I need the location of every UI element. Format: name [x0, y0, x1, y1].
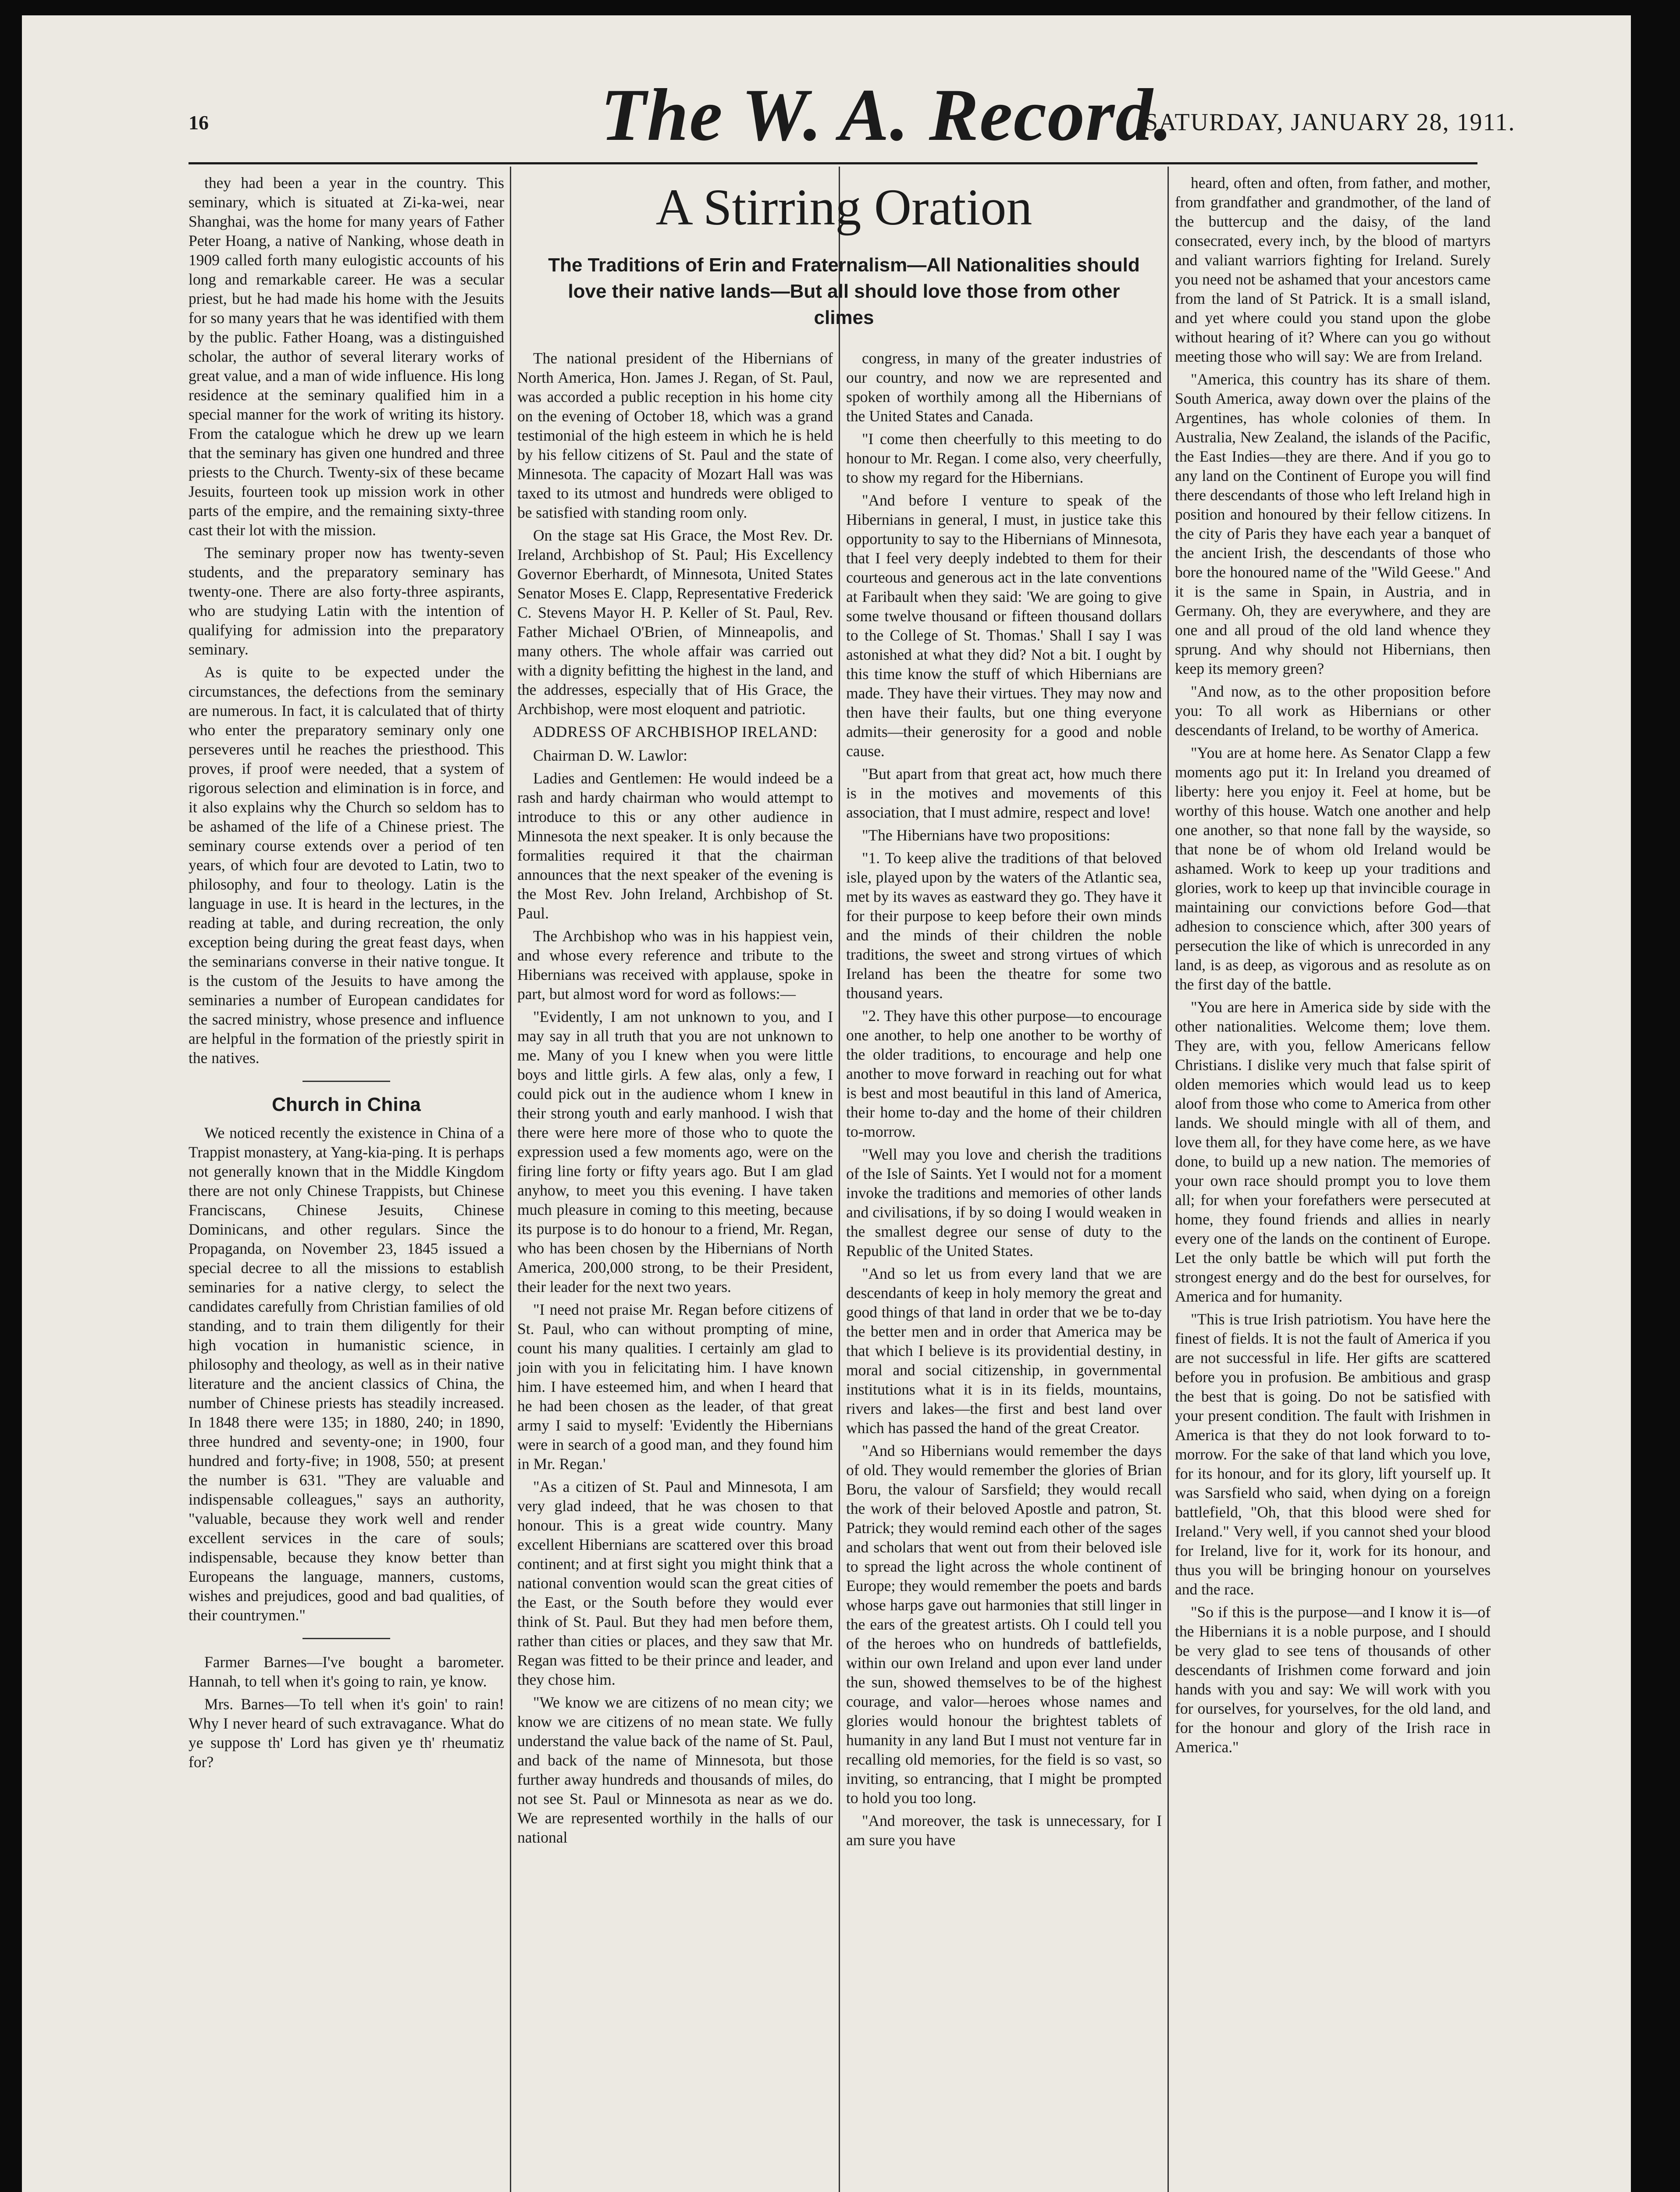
paragraph: "Evidently, I am not unknown to you, and I may say in all truth that you are not unknown to me. Many of you I knew when you were little boys and little girls. A few alas, only a few, I could pick out in the audience whom I knew in their strong youth and early manhood. I wish that there were here more of those who to quote the expression used a few moments ago, were on the firing line forty or fifty years ago. But I am glad anyhow, to meet you this evening. I have taken much pleasure in coming to this meeting, because its purpose is to do honour to a friend, Mr. Regan, who has been chosen by the Hibernians of North America, 200,000 strong, to be their President, their leader for the next two years.	[517, 1008, 833, 1295]
column-3	[846, 349, 1162, 1853]
newspaper-page	[22, 15, 1631, 2192]
paragraph: Ladies and Gentlemen: He would indeed be a rash and hardy chairman who would attempt to introduce to this or any other audience in Minnesota the next speaker. It is only because the formalities required it that the chairman announces that the next speaker of the evening is the Most Rev. John Ireland, Archbishop of St. Paul.	[517, 769, 833, 922]
paragraph: "And so Hibernians would remember the days of old. They would remember the glories of Brian Boru, the valour of Sarsfield; they would recall the work of their beloved Apostle and patron, St. Patrick; they would remind each other of the sages and scholars that went out from their beloved isle to spread the light across the whole continent of Europe; they would remember the poets and bards whose harps gave out harmonies that still linger in the ears of the greatest artists. Oh I could tell you of the heroes who on hundreds of battlefields, within our own Ireland and upon ever land under the sun, showed themselves to be of the highest courage, and valor—heroes whose names and glories would honour the brightest tablets of humanity in any land But I must not venture far in recalling old memories, for the field is so vast, so inviting, so entrancing, that I might be prompted to hold you too long.	[846, 1442, 1162, 1807]
paragraph: "But apart from that great act, how much there is in the motives and movements of this association, that I must admire, respect and love!	[846, 765, 1162, 821]
paragraph: "We know we are citizens of no mean city; we know we are citizens of no mean state. We fully understand the value back of the name of St. Paul, and back of the name of Minnesota, but those further away hundreds and thousands of miles, do not see St. Paul or Minnesota as near as we do. We are represented worthily in the halls of our national	[517, 1694, 833, 1846]
paragraph: "Well may you love and cherish the traditions of the Isle of Saints. Yet I would not for a moment invoke the traditions and memories of other lands and civilisations, if by so doing I would weaken in the smallest degree our sense of duty to the Republic of the United States.	[846, 1146, 1162, 1260]
paragraph: "I come then cheerfully to this meeting to do honour to Mr. Regan. I come also, very cheerfully, to show my regard for the Hibernians.	[846, 430, 1162, 486]
page-header	[22, 15, 1631, 173]
paragraph: congress, in many of the greater industries of our country, and now we are represented and spoken of worthily among all the Hibernians of the United States and Canada.	[846, 349, 1162, 425]
paragraph: The seminary proper now has twenty-seven students, and the preparatory seminary has twenty-one. There are also forty-three aspirants, who are studying Latin with the intention of qualifying for admission into the preparatory seminary.	[189, 544, 504, 658]
paragraph: "And before I venture to speak of the Hibernians in general, I must, in justice take this opportunity to say to the Hibernians of Minnesota, that I feel very deeply indebted to them for their courteous and generous act in the late conventions at Faribault when they said: 'We are going to give some twelve thousand or fifteen thousand dollars to the College of St. Thomas.' Shall I say I was astonished at what they did? Not a bit. I ought by this time know the stuff of which Hibernians are made. They have their virtues. They may now and then have their faults, but one thing everyone admits—their generosity for a good and noble cause.	[846, 491, 1162, 760]
paragraph: On the stage sat His Grace, the Most Rev. Dr. Ireland, Archbishop of St. Paul; His Excellency Governor Eberhardt, of Minnesota, United States Senator Moses E. Clapp, Representative Frederick C. Stevens Mayor H. P. Keller of St. Paul, Rev. Father Michael O'Brien, of Minneapolis, and many others. The whole affair was carried out with a dignity befitting the highest in the land, and the addresses, especially that of His Grace, the Archbishop, were most eloquent and patriotic.	[517, 527, 833, 718]
column-divider	[839, 167, 840, 2192]
paragraph: they had been a year in the country. This seminary, which is situated at Zi-ka-wei, near Shanghai, was the home for many years of Father Peter Hoang, a native of Nanking, whose death in 1909 called forth many eulogistic accounts of his long and remarkable career. He was a secular priest, but he had made his home with the Jesuits for so many years that he was identified with them by the public. Father Hoang, was a distinguished scholar, the author of several literary works of great value, and a man of wide influence. His long residence at the seminary qualified him in a special manner for the work of writing its history. From the catalogue which he drew up we learn that the seminary has given one hundred and three priests to the Church. Twenty-six of these became Jesuits, fourteen took up mission work in other parts of the empire, and the remaining sixty-three cast their lot with the mission.	[189, 174, 504, 539]
masthead: The W. A. Record.	[601, 74, 1173, 156]
section-rule	[303, 1081, 390, 1082]
paragraph: heard, often and often, from father, and mother, from grandfather and grandmother, of the land of the buttercup and the daisy, of the land consecrated, every inch, by the blood of martyrs and valiant warriors fighting for Ireland. Surely you need not be ashamed that your ancestors came from the land of St Patrick. It is a small island, and yet where could you stand upon the globe without hearing of it? Where can you go without meeting those who will say: We are from Ireland.	[1175, 174, 1491, 365]
paragraph: "And so let us from every land that we are descendants of keep in holy memory the great and good things of that land in order that we be to-day the better men and in order that America may be that which I believe is its providential destiny, in moral and social citizenship, in governmental institutions what it is in its fields, mountains, rivers and lakes—the first and best land over which has passed the hand of the great Creator.	[846, 1265, 1162, 1437]
page-number: 16	[189, 111, 209, 134]
paragraph: "You are at home here. As Senator Clapp a few moments ago put it: In Ireland you dreamed of liberty: here you enjoy it. Feel at home, but be worthy of this house. Watch one another and help one another, so that none fall by the wayside, so that none be of whom old Ireland would be ashamed. Work to keep up your traditions and glories, work to keep up that invincible courage in maintaining our convictions before God—that adhesion to conscience which, after 300 years of persecution the like of which is unrecorded in any land, is as deep, as vigorous and as resolute as on the first day of the battle.	[1175, 744, 1491, 993]
paragraph: Farmer Barnes—I've bought a barometer. Hannah, to tell when it's going to rain, ye know.	[189, 1653, 504, 1690]
column-divider	[1167, 167, 1169, 2192]
paragraph: We noticed recently the existence in China of a Trappist monastery, at Yang-kia-ping. It is perhaps not generally known that in the Middle Kingdom there are not only Chinese Trappists, but Chinese Franciscans, Chinese Jesuits, Chinese Dominicans, and other regulars. Since the Propaganda, on November 23, 1845 issued a special decree to all the missions to establish seminaries for a native clergy, to select the candidates carefully from Christian families of old standing, and to train them diligently for their high vocation in humanistic science, in philosophy and theology, as well as in their native literature and the ancient classics of China, the number of Chinese priests has steadily increased. In 1848 there were 135; in 1880, 240; in 1890, three hundred and seventy-one; in 1900, four hundred and forty-five; in 1908, 550; at present the number is 631. "They are valuable and indispensable colleagues," says an authority, "valuable, because they work well and render excellent services in the care of souls; indispensable, because they know better than Europeans the language, manners, customs, wishes and prejudices, good and bad qualities, of their countrymen."	[189, 1124, 504, 1624]
paragraph: "As a citizen of St. Paul and Minnesota, I am very glad indeed, that he was chosen to that honour. This is a great wide country. Many excellent Hibernians are scattered over this broad continent; and at first sight you might think that a national convention would scan the great cities of the East, or the South before they would ever think of St. Paul. But they had men before them, rather than cities or places, and they saw that Mr. Regan was fitted to be their prince and leader, and they chose him.	[517, 1478, 833, 1688]
paragraph: "America, this country has its share of them. South America, away down over the plains of the Argentines, has whole colonies of them. In Australia, New Zealand, the islands of the Pacific, the East Indies—they are there. And if you go to any land on the Continent of Europe you will find there descendants of those who left Ireland high in position and honoured by their fellow citizens. In the city of Paris they have each year a banquet of the ancient Irish, the descendants of those who bore the honoured name of the "Wild Geese." And it is the same in Spain, in Austria, and in Germany. Oh, they are everywhere, and they are one and all proud of the old land whence they sprung. And why should not Hibernians, then keep its memory green?	[1175, 370, 1491, 677]
paragraph: "This is true Irish patriotism. You have here the finest of fields. It is not the fault of America if you are not successful in life. Her gifts are scattered before you in profusion. Be ambitious and grasp the best that is going. Do not be satisfied with your present condition. The fault with Irishmen in America is that they do not look forward to to-morrow. For the sake of that land which you love, for its honour, and for its glory, lift yourself up. It was Sarsfield who said, when dying on a foreign battlefield, "Oh, that this blood were shed for Ireland." Very well, if you cannot shed your blood for Ireland, live for it, work for its honour, and thus you will be bringing honour on yourselves and the race.	[1175, 1310, 1491, 1598]
paragraph: "And moreover, the task is unnecessary, for I am sure you have	[846, 1812, 1162, 1849]
paragraph: "You are here in America side by side with the other nationalities. Welcome them; love them. They are, with you, fellow Americans fellow Christians. I dislike very much that false spirit of olden memories which would lead us to keep aloof from those who come to America from other lands. We should mingle with all of them, and love them all, for they have come here, as we have done, to build up a new nation. The memories of your own race should prompt you to love them all; for when your forefathers were persecuted at home, they found friends and allies in nearly every one of the lands on the continent of Europe. Let the only battle be which will put forth the strongest energy and do the best for ourselves, for America and for humanity.	[1175, 998, 1491, 1305]
paragraph: "2. They have this other purpose—to encourage one another, to help one another to be worthy of the older traditions, to encourage and help one another to move forward in reaching out for what is best and most beautiful in this land of America, their home to-day and the home of their children to-morrow.	[846, 1007, 1162, 1140]
column-2	[517, 349, 833, 1850]
paragraph: Mrs. Barnes—To tell when it's goin' to rain! Why I never heard of such extravagance. What do ye suppose th' Lord has given ye th' rheumatiz for?	[189, 1695, 504, 1771]
paragraph: "And now, as to the other proposition before you: To all work as Hibernians or other descendants of Ireland, to be worthy of America.	[1175, 683, 1491, 739]
paragraph: "I need not praise Mr. Regan before citizens of St. Paul, who can without prompting of mine, count his many qualities. I certainly am glad to join with you in felicitating him. I have known him. I have esteemed him, and when I heard that he had been chosen as the leader, of that great army I said to myself: 'Evidently the Hibernians were in search of a good man, and they found him in Mr. Regan.'	[517, 1301, 833, 1473]
section-title: Church in China	[272, 1094, 421, 1115]
column-divider	[510, 167, 511, 2192]
paragraph: The Archbishop who was in his happiest vein, and whose every reference and tribute to the Hibernians was received with applause, spoke in part, but almost word for word as follows:—	[517, 927, 833, 1003]
paragraph: "1. To keep alive the traditions of that beloved isle, played upon by the waters of the Atlantic sea, met by its waves as eastward they go. They have it for their purpose to keep before their own minds and the minds of their children the noble traditions, the sweet and strong virtues of which Ireland has been the theatre for some two thousand years.	[846, 849, 1162, 1002]
header-rule	[189, 162, 1477, 164]
article-title: A Stirring Oration	[655, 178, 1032, 236]
column-4	[1175, 173, 1491, 1760]
column-1	[189, 173, 504, 1775]
address-heading: ADDRESS OF ARCHBISHOP IRELAND:	[532, 723, 818, 740]
section-rule	[303, 1638, 390, 1639]
paragraph: "So if this is the purpose—and I know it is—of the Hibernians it is a noble purpose, and I should be very glad to see tens of thousands of other descendants of Irishmen come forward and join hands with you and say: We will work with you for ourselves, for yourselves, for the old land, and for the honour and glory of the Irish race in America."	[1175, 1603, 1491, 1756]
article-deck: The Traditions of Erin and Fraternalism—All Nationalities should love their native lands—But all should love those from other climes	[548, 254, 1140, 328]
paragraph: As is quite to be expected under the circumstances, the defections from the seminary are numerous. In fact, it is calculated that of thirty who enter the preparatory seminary only one perseveres until he reaches the priesthood. This proves, if proof were needed, that a system of rigorous selection and elimination is in force, and it also explains why the Church so seldom has to be ashamed of the life of a Chinese priest. The seminary course extends over a period of ten years, of which four are devoted to Latin, two to philosophy, and four to theology. Latin is the language in use. It is heard in the lectures, in the reading at table, and during recreation, the only exception being during the great feast days, when the seminarians converse in their native tongue. It is the custom of the Jesuits to have among the seminaries a number of European candidates for the sacred ministry, whose presence and influence are helpful in the formation of the priestly spirit in the natives.	[189, 663, 504, 1067]
paragraph: "The Hibernians have two propositions:	[862, 826, 1111, 844]
paragraph: The national president of the Hibernians of North America, Hon. James J. Regan, of St. Paul, was accorded a public reception in his home city on the evening of October 18, which was a grand testimonial of the high esteem in which he is held by his fellow citizens of St. Paul and the state of Minnesota. The capacity of Mozart Hall was was taxed to its utmost and hundreds were obliged to be satisfied with standing room only.	[517, 349, 833, 521]
chairman-line: Chairman D. W. Lawlor:	[533, 747, 687, 764]
dateline: SATURDAY, JANUARY 28, 1911.	[1144, 109, 1516, 136]
